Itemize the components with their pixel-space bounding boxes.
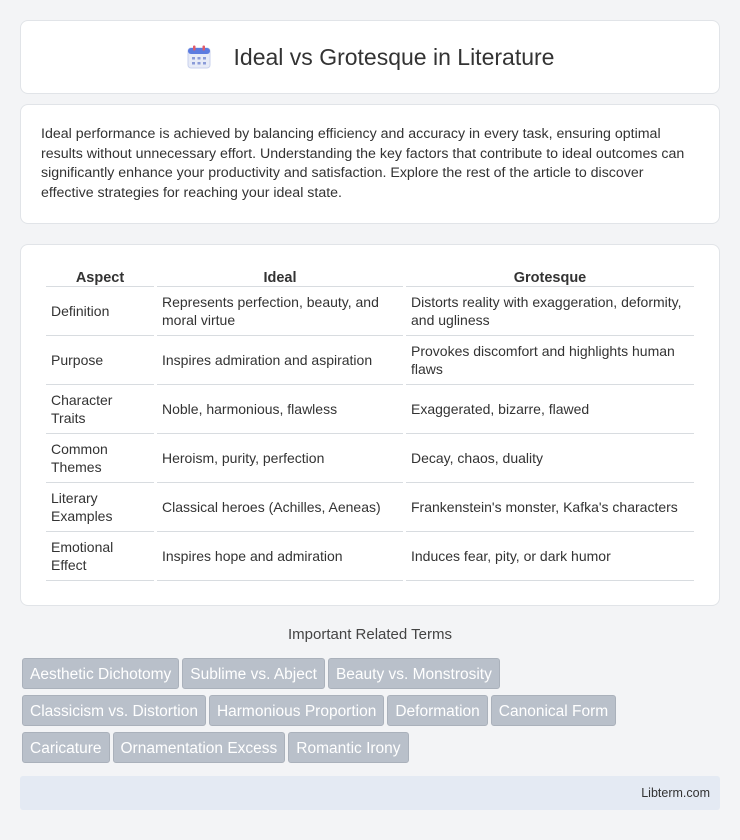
cell-aspect: Common Themes xyxy=(46,434,154,483)
header-grotesque: Grotesque xyxy=(406,265,694,287)
table-row xyxy=(46,287,694,336)
cell-grotesque: Provokes discomfort and highlights human flaws xyxy=(406,336,694,385)
table-row xyxy=(46,336,694,385)
related-term-tag[interactable]: Canonical Form xyxy=(491,695,616,726)
related-term-tag[interactable]: Classicism vs. Distortion xyxy=(22,695,206,726)
comparison-table xyxy=(43,265,697,581)
cell-grotesque: Distorts reality with exaggeration, deformity, and ugliness xyxy=(406,287,694,336)
related-term-tag[interactable]: Romantic Irony xyxy=(288,732,408,763)
related-term-tag[interactable]: Harmonious Proportion xyxy=(209,695,384,726)
cell-aspect: Definition xyxy=(46,287,154,336)
cell-grotesque: Induces fear, pity, or dark humor xyxy=(406,532,694,581)
comparison-table-card xyxy=(20,244,720,606)
cell-aspect: Character Traits xyxy=(46,385,154,434)
related-terms-list xyxy=(22,658,722,769)
header-aspect: Aspect xyxy=(46,265,154,287)
cell-ideal: Heroism, purity, perfection xyxy=(157,434,403,483)
table-header-row xyxy=(46,265,694,287)
table-row xyxy=(46,434,694,483)
cell-ideal: Represents perfection, beauty, and moral virtue xyxy=(157,287,403,336)
cell-ideal: Inspires admiration and aspiration xyxy=(157,336,403,385)
header-ideal: Ideal xyxy=(157,265,403,287)
cell-aspect: Literary Examples xyxy=(46,483,154,532)
cell-ideal: Inspires hope and admiration xyxy=(157,532,403,581)
page-title: Ideal vs Grotesque in Literature xyxy=(233,43,555,70)
cell-ideal: Noble, harmonious, flawless xyxy=(157,385,403,434)
cell-ideal: Classical heroes (Achilles, Aeneas) xyxy=(157,483,403,532)
related-term-tag[interactable]: Deformation xyxy=(387,695,487,726)
title-card xyxy=(20,20,720,94)
calendar-icon xyxy=(186,44,212,70)
cell-grotesque: Decay, chaos, duality xyxy=(406,434,694,483)
related-terms-title: Important Related Terms xyxy=(288,626,452,643)
footer-site-link[interactable]: Libterm.com xyxy=(641,786,710,800)
related-term-tag[interactable]: Sublime vs. Abject xyxy=(182,658,325,689)
table-row xyxy=(46,385,694,434)
cell-grotesque: Exaggerated, bizarre, flawed xyxy=(406,385,694,434)
related-term-tag[interactable]: Ornamentation Excess xyxy=(113,732,286,763)
related-term-tag[interactable]: Caricature xyxy=(22,732,110,763)
table-row xyxy=(46,483,694,532)
related-term-tag[interactable]: Beauty vs. Monstrosity xyxy=(328,658,500,689)
footer xyxy=(20,776,720,810)
intro-card xyxy=(20,104,720,224)
related-term-tag[interactable]: Aesthetic Dichotomy xyxy=(22,658,179,689)
intro-text: Ideal performance is achieved by balancing efficiency and accuracy in every task, ensuring optimal results without unnecessary effort. Understanding the key factors that contribute to ideal outcomes can significantly enhance your productivity and satisfaction. Explore the rest of the article to discover effective strategies for reaching your ideal state. xyxy=(41,126,685,201)
table-row xyxy=(46,532,694,581)
cell-grotesque: Frankenstein's monster, Kafka's characters xyxy=(406,483,694,532)
cell-aspect: Purpose xyxy=(46,336,154,385)
cell-aspect: Emotional Effect xyxy=(46,532,154,581)
